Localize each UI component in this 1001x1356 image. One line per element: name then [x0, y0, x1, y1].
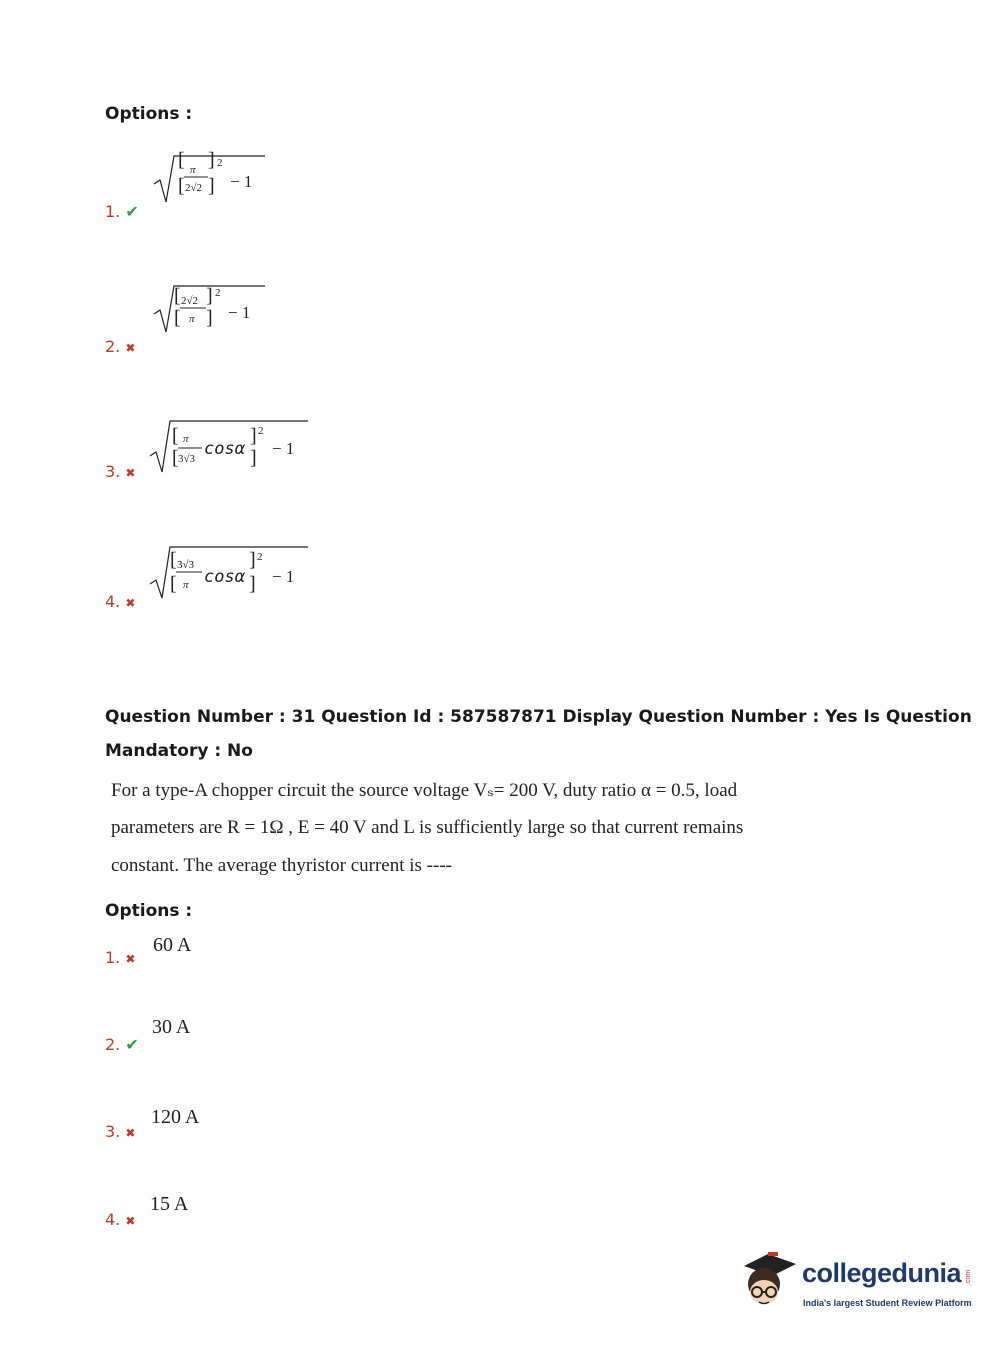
svg-text:]: ] [250, 425, 257, 447]
option-number: 4. [105, 1210, 121, 1229]
f2-denominator: π [189, 313, 195, 325]
option-4-marker [105, 592, 135, 611]
wrong-cross-icon: ✖ [125, 952, 136, 966]
svg-text:[: [ [170, 573, 177, 595]
svg-text:]: ] [206, 285, 213, 307]
q31-option-2-value: 30 A [152, 1016, 191, 1038]
svg-text:]: ] [249, 573, 256, 595]
svg-text:[: [ [174, 285, 181, 307]
q31-option-4-marker [105, 1210, 135, 1229]
f3-exponent: 2 [258, 425, 264, 437]
question-mandatory: Mandatory : No [105, 741, 253, 761]
f4-tail: − 1 [272, 567, 295, 586]
f3-cos: cosα [204, 439, 245, 459]
logo-tagline: India's largest Student Review Platform [803, 1298, 972, 1308]
question-text-line-2: parameters are R = 1Ω , E = 40 V and L is sufficiently large so that current remains [111, 817, 744, 838]
svg-text:[: [ [174, 307, 181, 329]
svg-text:[: [ [172, 425, 179, 447]
f2-exponent: 2 [215, 287, 221, 299]
option-number: 2. [105, 1035, 121, 1054]
f1-denominator: 2√2 [185, 182, 203, 194]
f2-tail: − 1 [228, 303, 251, 322]
wrong-cross-icon: ✖ [125, 466, 136, 480]
option-3-marker [105, 462, 135, 481]
wrong-cross-icon: ✖ [125, 1214, 136, 1228]
svg-text:]: ] [208, 175, 215, 197]
collegedunia-logo[interactable] [740, 1246, 980, 1316]
wrong-cross-icon: ✖ [125, 341, 136, 355]
option-number: 1. [105, 948, 121, 967]
wrong-cross-icon: ✖ [125, 596, 136, 610]
correct-check-icon: ✔ [125, 202, 139, 221]
svg-text:]: ] [249, 549, 256, 571]
graduate-mascot-icon [740, 1248, 800, 1314]
q31-option-2-marker [105, 1035, 139, 1054]
svg-text:[: [ [170, 549, 177, 571]
f4-denominator: π [183, 579, 189, 591]
correct-check-icon: ✔ [125, 1035, 139, 1054]
options-label: Options : [105, 901, 193, 921]
question-header: Question Number : 31 Question Id : 587587871 Display Question Number : Yes Is Question [105, 707, 972, 727]
formula-option-4 [146, 544, 316, 604]
options-label: Options : [105, 104, 193, 124]
option-number: 3. [105, 462, 121, 481]
option-number: 4. [105, 592, 121, 611]
f1-exponent: 2 [217, 157, 223, 169]
formula-option-3 [146, 418, 316, 478]
f4-numerator: 3√3 [177, 559, 195, 571]
q31-option-1-marker [105, 948, 135, 967]
question-text-line-1: For a type-A chopper circuit the source voltage Vₛ= 200 V, duty ratio α = 0.5, load [111, 780, 738, 801]
option-2-marker [105, 337, 135, 356]
svg-text:]: ] [250, 447, 257, 469]
svg-text:]: ] [206, 307, 213, 329]
f1-numerator: π [190, 164, 196, 176]
f3-denominator: 3√3 [178, 453, 196, 465]
option-number: 2. [105, 337, 121, 356]
f3-tail: − 1 [272, 439, 295, 458]
svg-text:[: [ [172, 447, 179, 469]
formula-option-1 [150, 150, 270, 210]
f3-numerator: π [183, 433, 189, 445]
svg-text:]: ] [208, 150, 215, 171]
question-text-line-3: constant. The average thyristor current is ---- [111, 855, 452, 876]
option-number: 3. [105, 1122, 121, 1141]
q31-option-1-value: 60 A [153, 934, 192, 956]
option-number: 1. [105, 202, 121, 221]
q31-option-3-value: 120 A [151, 1106, 200, 1128]
f1-tail: − 1 [230, 172, 253, 191]
wrong-cross-icon: ✖ [125, 1126, 136, 1140]
option-1-marker [105, 202, 139, 221]
q31-option-3-marker [105, 1122, 135, 1141]
q31-option-4-value: 15 A [150, 1193, 189, 1215]
svg-text:[: [ [178, 175, 185, 197]
svg-text:[: [ [178, 150, 185, 171]
logo-wordmark: collegedunia [802, 1258, 962, 1288]
f4-exponent: 2 [257, 551, 263, 563]
f2-numerator: 2√2 [181, 295, 199, 307]
f4-cos: cosα [204, 567, 245, 587]
formula-option-2 [150, 280, 270, 340]
logo-domain-suffix: .com [965, 1269, 973, 1286]
